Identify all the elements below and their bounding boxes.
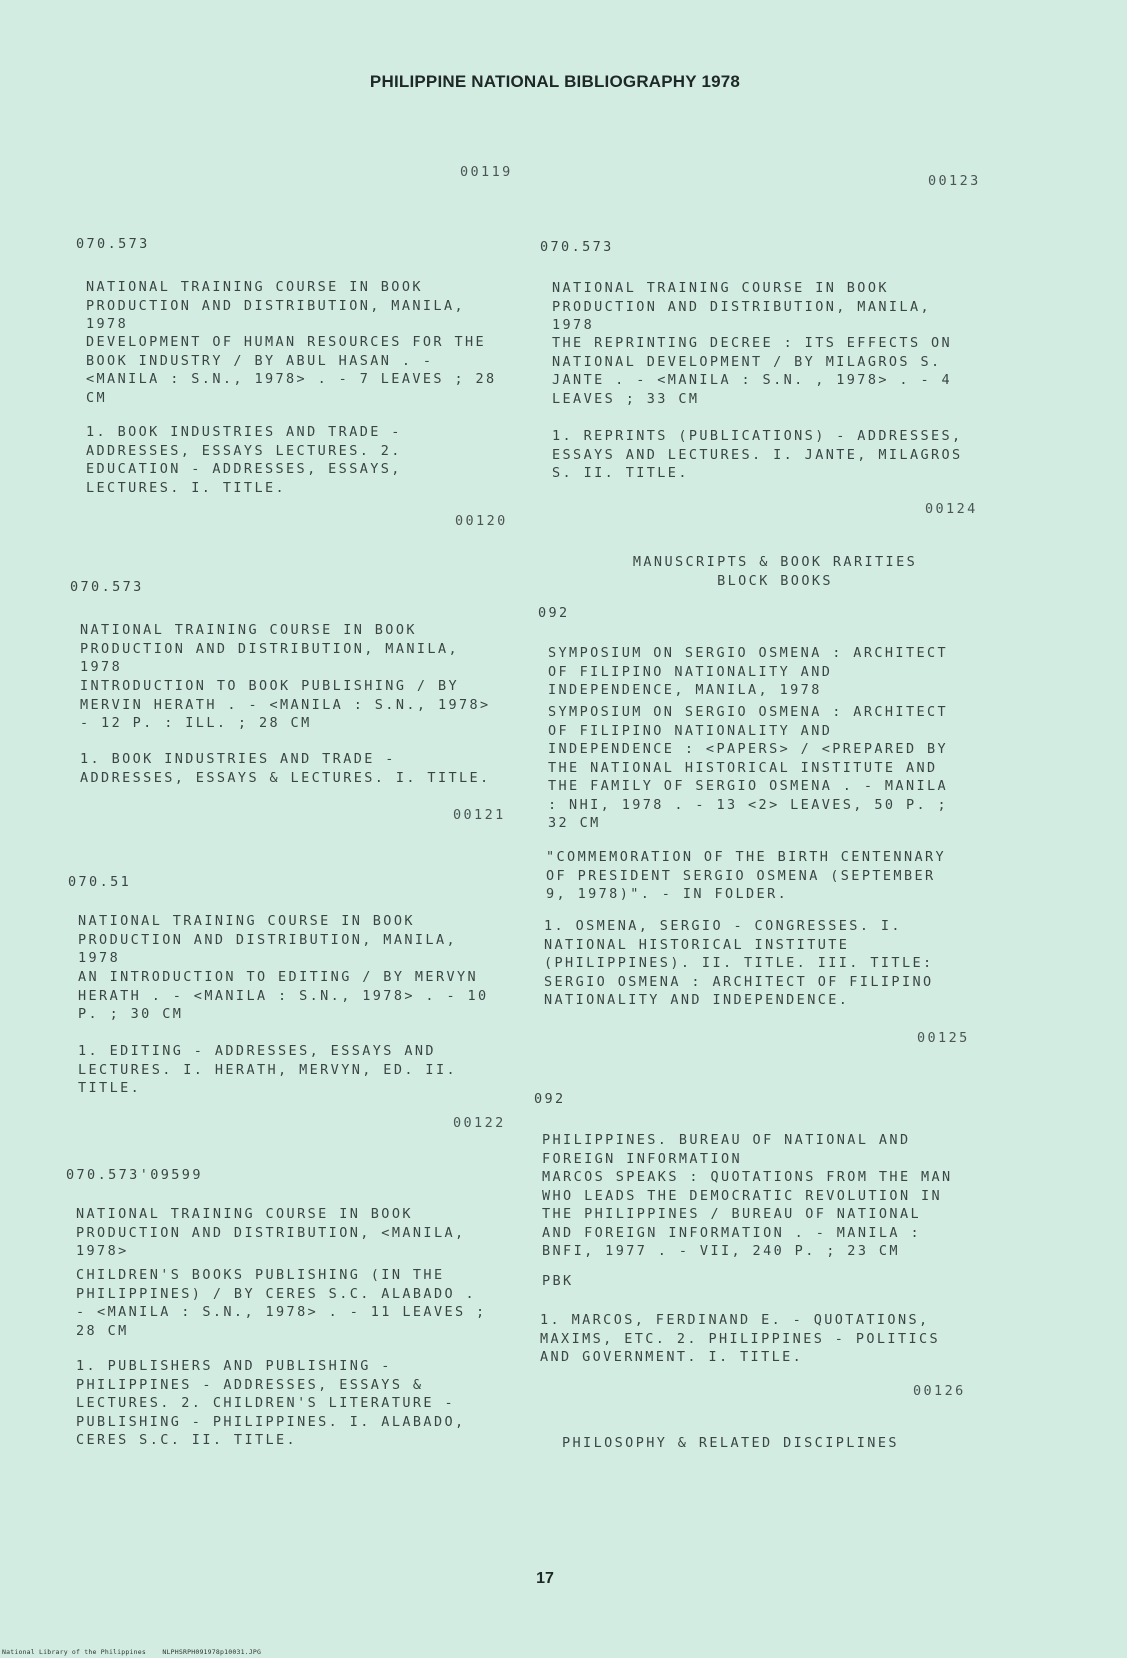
section-heading: MANUSCRIPTS & BOOK RARITIES BLOCK BOOKS [632,554,918,589]
title-description: CHILDREN'S BOOKS PUBLISHING (IN THE PHILIPPINES) / BY CERES S.C. ALABADO . - <MANILA : S.N., 1978> . - 11 LEAVES ; 28 CM [76,1267,487,1339]
subject-tracings: 1. BOOK INDUSTRIES AND TRADE - ADDRESSES, ESSAYS & LECTURES. I. TITLE. [80,751,491,786]
classification-number: 092 [538,605,570,621]
note: "COMMEMORATION OF THE BIRTH CENTENNARY OF PRESIDENT SERGIO OSMENA (SEPTEMBER 9, 1978)". - IN FOLDER. [546,849,947,902]
classification-number: 092 [534,1091,566,1107]
subject-tracings: 1. REPRINTS (PUBLICATIONS) - ADDRESSES, ESSAYS AND LECTURES. I. JANTE, MILAGROS S. II. TITLE. [552,428,963,481]
entry-number: 00122 [453,1115,506,1131]
entry-number: 00120 [455,513,508,529]
title-description: THE REPRINTING DECREE : ITS EFFECTS ON NATIONAL DEVELOPMENT / BY MILAGROS S. JANTE . - <MANILA : S.N. , 1978> . - 4 LEAVES ; 33 CM [552,335,953,407]
classification-number: 070.573'09599 [66,1167,203,1183]
subject-tracings: 1. EDITING - ADDRESSES, ESSAYS AND LECTURES. I. HERATH, MERVYN, ED. II. TITLE. [78,1043,457,1096]
subject-tracings: 1. PUBLISHERS AND PUBLISHING - PHILIPPINES - ADDRESSES, ESSAYS & LECTURES. 2. CHILDREN'S LITERATURE - PUBLISHING - PHILIPPINES. I. ALABADO, CERES S.C. II. TITLE. [76,1358,466,1448]
classification-number: 070.573 [540,239,614,255]
entry-number: 00124 [925,501,978,517]
subject-tracings: 1. OSMENA, SERGIO - CONGRESSES. I. NATIONAL HISTORICAL INSTITUTE (PHILIPPINES). II. TITLE. III. TITLE: SERGIO OSMENA : ARCHITECT OF FILIPINO NATIONALITY AND INDEPENDENCE. [544,918,934,1008]
classification-number: 070.573 [76,236,150,252]
title-description: DEVELOPMENT OF HUMAN RESOURCES FOR THE BOOK INDUSTRY / BY ABUL HASAN . - <MANILA : S.N., 1978> . - 7 LEAVES ; 28 CM [86,334,497,406]
main-entry: NATIONAL TRAINING COURSE IN BOOK PRODUCTION AND DISTRIBUTION, <MANILA, 1978> [76,1206,466,1259]
main-entry: NATIONAL TRAINING COURSE IN BOOK PRODUCTION AND DISTRIBUTION, MANILA, 1978 [86,279,465,332]
classification-number: 070.51 [68,874,132,890]
main-entry: PHILIPPINES. BUREAU OF NATIONAL AND FOREIGN INFORMATION [542,1132,911,1167]
classification-number: 070.573 [70,579,144,595]
title-description: SYMPOSIUM ON SERGIO OSMENA : ARCHITECT OF FILIPINO NATIONALITY AND INDEPENDENCE : <PAPERS> / <PREPARED BY THE NATIONAL HISTORICAL INSTITUTE AND THE FAMILY OF SERGIO OSMENA . - MANILA : NHI, 1978 . - 13 <2> LEAVES, 50 P. ; 32 CM [548,704,949,831]
main-entry: NATIONAL TRAINING COURSE IN BOOK PRODUCTION AND DISTRIBUTION, MANILA, 1978 [552,280,931,333]
entry-number: 00119 [460,164,513,180]
entry-number: 00126 [913,1383,966,1399]
entry-number: 00125 [917,1030,970,1046]
subject-tracings: 1. MARCOS, FERDINAND E. - QUOTATIONS, MAXIMS, ETC. 2. PHILIPPINES - POLITICS AND GOVERNMENT. I. TITLE. [540,1312,941,1365]
entry-number: 00121 [453,807,506,823]
title-description: MARCOS SPEAKS : QUOTATIONS FROM THE MAN WHO LEADS THE DEMOCRATIC REVOLUTION IN THE PHILIPPINES / BUREAU OF NATIONAL AND FOREIGN INFORMATION . - MANILA : BNFI, 1977 . - VII, 240 P. ; 23 CM [542,1169,953,1259]
entry-number: 00123 [928,173,981,189]
page-title: PHILIPPINE NATIONAL BIBLIOGRAPHY 1978 [369,72,741,91]
title-description: AN INTRODUCTION TO EDITING / BY MERVYN HERATH . - <MANILA : S.N., 1978> . - 10 P. ; 30 CM [78,969,489,1022]
page-number: 17 [536,1570,554,1587]
main-entry: SYMPOSIUM ON SERGIO OSMENA : ARCHITECT OF FILIPINO NATIONALITY AND INDEPENDENCE, MANILA, 1978 [548,645,949,698]
subject-tracings: 1. BOOK INDUSTRIES AND TRADE - ADDRESSES, ESSAYS LECTURES. 2. EDUCATION - ADDRESSES, ESSAYS, LECTURES. I. TITLE. [86,424,402,496]
main-entry: NATIONAL TRAINING COURSE IN BOOK PRODUCTION AND DISTRIBUTION, MANILA, 1978 [80,622,459,675]
section-heading: PHILOSOPHY & RELATED DISCIPLINES [562,1435,899,1451]
holding-code: PBK [542,1273,574,1289]
footer-credit: National Library of the Philippines NLPHSRPH091978p10031.JPG [2,1648,262,1656]
title-description: INTRODUCTION TO BOOK PUBLISHING / BY MERVIN HERATH . - <MANILA : S.N., 1978> - 12 P. : ILL. ; 28 CM [80,678,491,731]
main-entry: NATIONAL TRAINING COURSE IN BOOK PRODUCTION AND DISTRIBUTION, MANILA, 1978 [78,913,457,966]
